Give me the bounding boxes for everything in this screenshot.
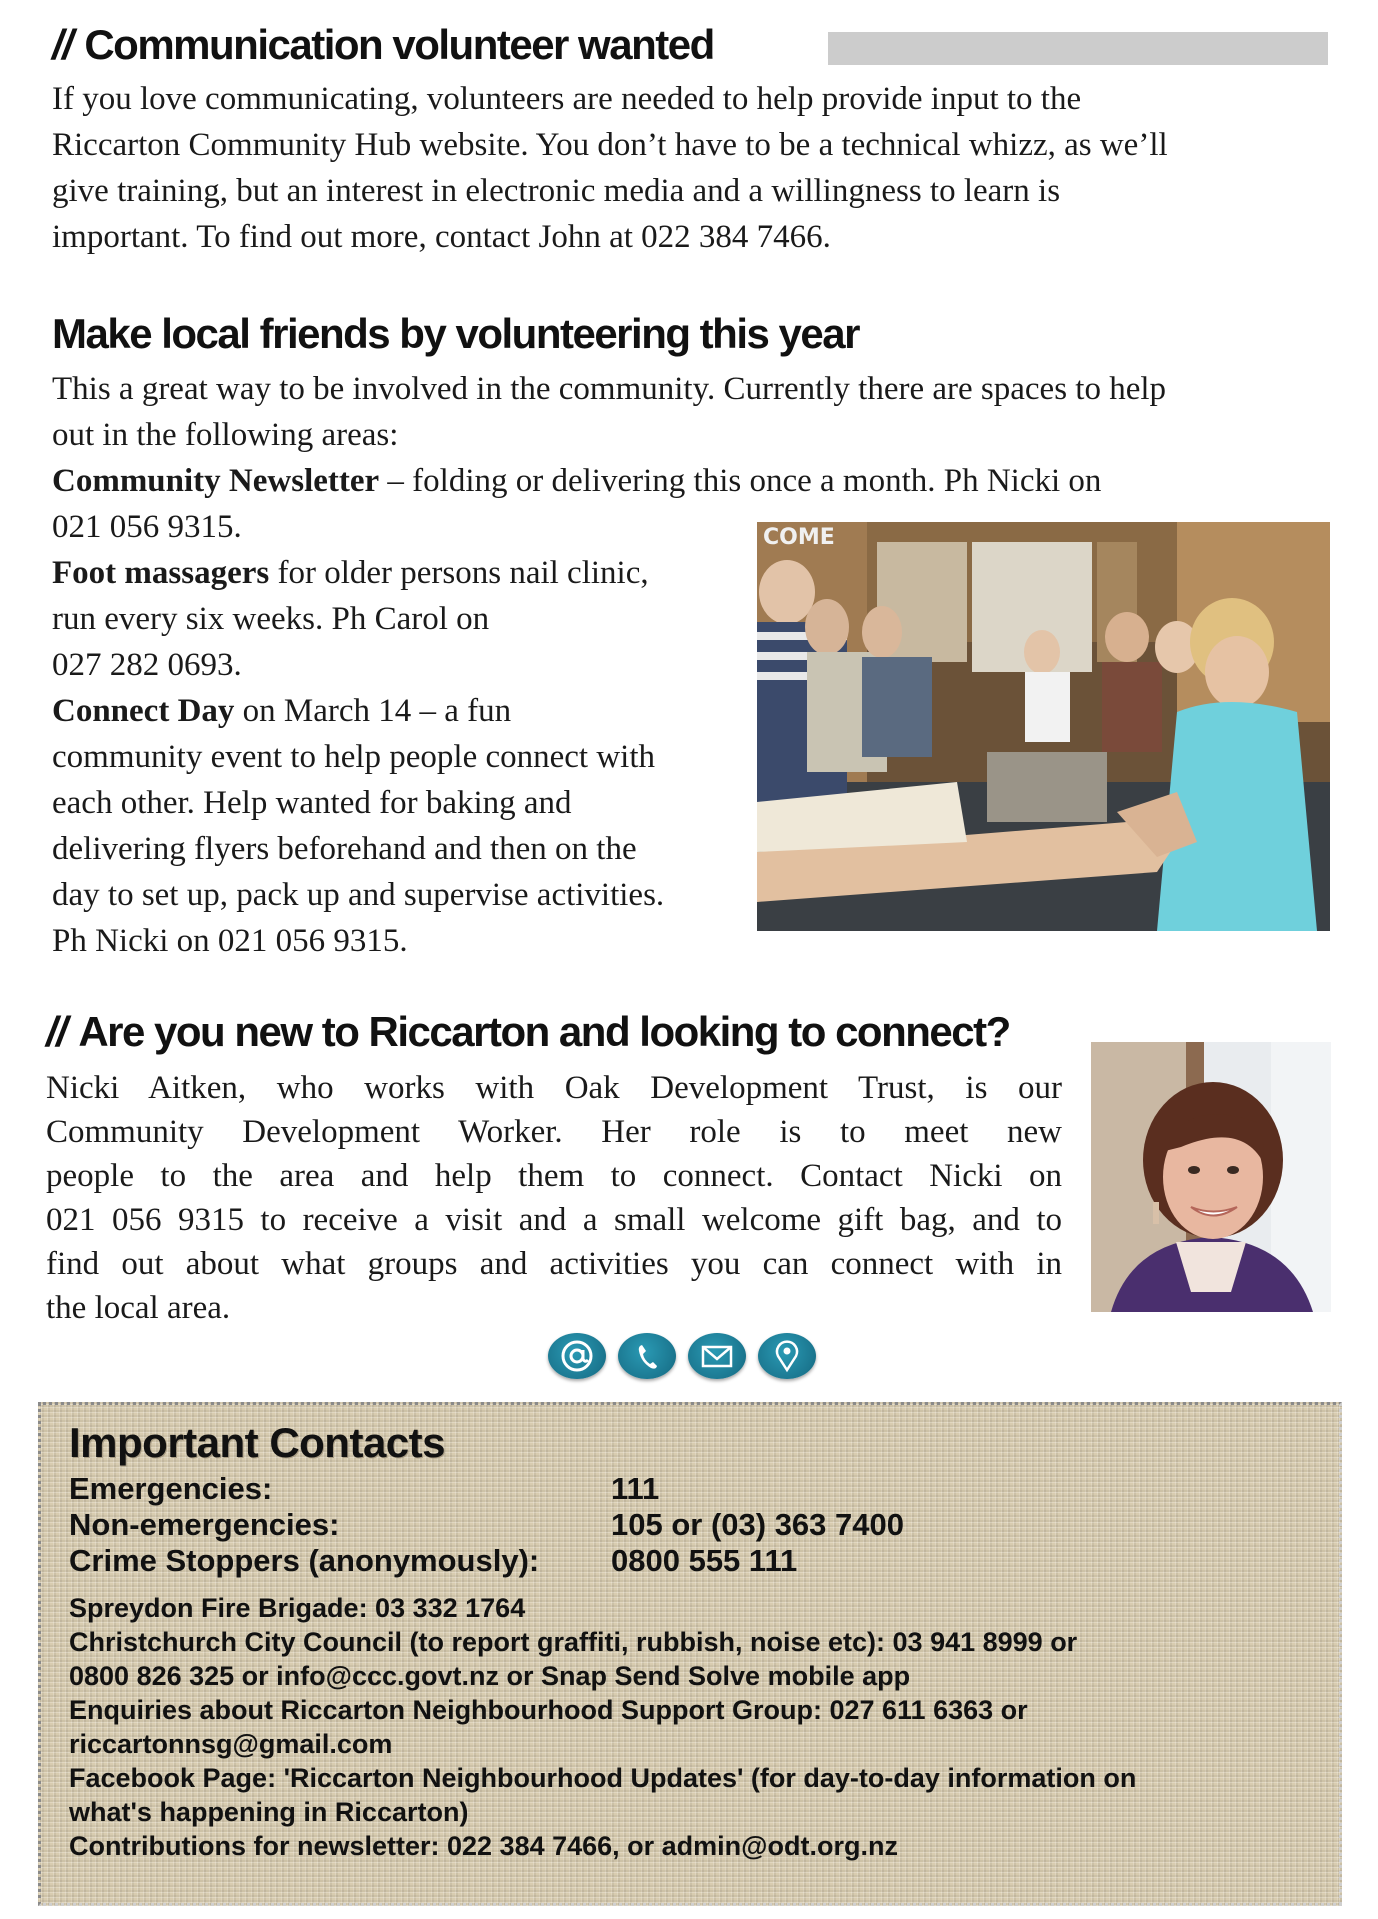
- contact-row: [69, 1507, 904, 1543]
- contact-row-value: 105 or (03) 363 7400: [611, 1507, 904, 1542]
- nicki-portrait-art: [1091, 1042, 1331, 1312]
- section1-line: give training, but an interest in electronic media and a willingness to learn is: [52, 173, 1061, 209]
- newsletter-label: Community Newsletter: [52, 463, 380, 499]
- contact-line: Facebook Page: 'Riccarton Neighbourhood Updates' (for day-to-day information on: [69, 1763, 1137, 1793]
- section3-title: Are you new to Riccarton and looking to connect?: [78, 1008, 1010, 1055]
- section3-line: Nicki Aitken, who works with Oak Development Trust, is our: [46, 1070, 1062, 1106]
- section3-body: [46, 1066, 1062, 1330]
- newsletter-phone: 021 056 9315.: [52, 509, 242, 545]
- section1-line: Riccarton Community Hub website. You don’t have to be a technical whizz, as we’ll: [52, 127, 1168, 163]
- contact-row: [69, 1471, 660, 1507]
- nicki-portrait: [1091, 1042, 1331, 1312]
- connect-line: Ph Nicki on 021 056 9315.: [52, 923, 408, 959]
- heading-slashes: //: [46, 1008, 67, 1055]
- section3-line: Community Development Worker. Her role is to meet new: [46, 1114, 1062, 1150]
- connect-text: on March 14 – a fun: [234, 693, 512, 729]
- header-gray-bar: [828, 32, 1328, 65]
- foot-line: run every six weeks. Ph Carol on: [52, 601, 490, 637]
- section3-line: find out about what groups and activities you can connect with in: [46, 1246, 1062, 1282]
- contact-line: Christchurch City Council (to report graffiti, rubbish, noise etc): 03 941 8999 or: [69, 1627, 1078, 1657]
- section1-line: If you love communicating, volunteers are needed to help provide input to the: [52, 81, 1082, 117]
- foot-label: Foot massagers: [52, 555, 270, 591]
- at-icon[interactable]: [548, 1333, 606, 1379]
- contact-line: Contributions for newsletter: 022 384 7466, or admin@odt.org.nz: [69, 1831, 898, 1861]
- contact-row-label: Emergencies:: [69, 1471, 273, 1506]
- section2-line: This a great way to be involved in the community. Currently there are spaces to help: [52, 371, 1167, 407]
- location-pin-icon[interactable]: [758, 1333, 816, 1379]
- section3-heading: [46, 1008, 1010, 1055]
- foot-line: 027 282 0693.: [52, 647, 242, 683]
- section1-title: Communication volunteer wanted: [84, 21, 714, 68]
- section3-line: 021 056 9315 to receive a visit and a small welcome gift bag, and to: [46, 1202, 1062, 1238]
- volunteers-photo: [757, 522, 1330, 931]
- contact-row-label: Crime Stoppers (anonymously):: [69, 1543, 540, 1578]
- mail-icon[interactable]: [688, 1333, 746, 1379]
- contact-line: 0800 826 325 or info@ccc.govt.nz or Snap Send Solve mobile app: [69, 1661, 911, 1691]
- connect-line: delivering flyers beforehand and then on the: [52, 831, 637, 867]
- photo-sign: COME: [763, 525, 835, 550]
- heading-slashes: //: [52, 21, 73, 68]
- volunteers-photo-art: [757, 522, 1330, 931]
- connect-line: each other. Help wanted for baking and: [52, 785, 572, 821]
- phone-icon[interactable]: [618, 1333, 676, 1379]
- section1-heading: [52, 21, 714, 68]
- contact-row: [69, 1543, 798, 1579]
- section3-line: the local area.: [46, 1290, 231, 1326]
- contact-icons: [548, 1333, 816, 1381]
- contact-line: Spreydon Fire Brigade: 03 332 1764: [69, 1593, 526, 1623]
- newsletter-text: – folding or delivering this once a month. Ph Nicki on: [379, 463, 1102, 499]
- section2-heading: [52, 310, 859, 357]
- contacts-title: Important Contacts: [69, 1419, 446, 1466]
- contact-row-label: Non-emergencies:: [69, 1507, 340, 1542]
- section1-body: [52, 76, 1342, 260]
- foot-text: for older persons nail clinic,: [269, 555, 649, 591]
- important-contacts-box: [38, 1402, 1342, 1906]
- contact-line: Enquiries about Riccarton Neighbourhood Support Group: 027 611 6363 or: [69, 1695, 1028, 1725]
- newsletter-item: [52, 458, 1342, 504]
- section2-title: Make local friends by volunteering this year: [52, 310, 859, 357]
- connect-line: community event to help people connect with: [52, 739, 656, 775]
- contact-line: what's happening in Riccarton): [69, 1797, 469, 1827]
- contact-row-value: 0800 555 111: [611, 1543, 798, 1578]
- connect-line: day to set up, pack up and supervise activities.: [52, 877, 665, 913]
- contact-line: riccartonnsg@gmail.com: [69, 1729, 393, 1759]
- section1-line: important. To find out more, contact John at 022 384 7466.: [52, 219, 831, 255]
- section3-line: people to the area and help them to connect. Contact Nicki on: [46, 1158, 1062, 1194]
- connect-label: Connect Day: [52, 693, 235, 729]
- section2-line: out in the following areas:: [52, 417, 399, 453]
- contact-row-value: 111: [611, 1471, 660, 1506]
